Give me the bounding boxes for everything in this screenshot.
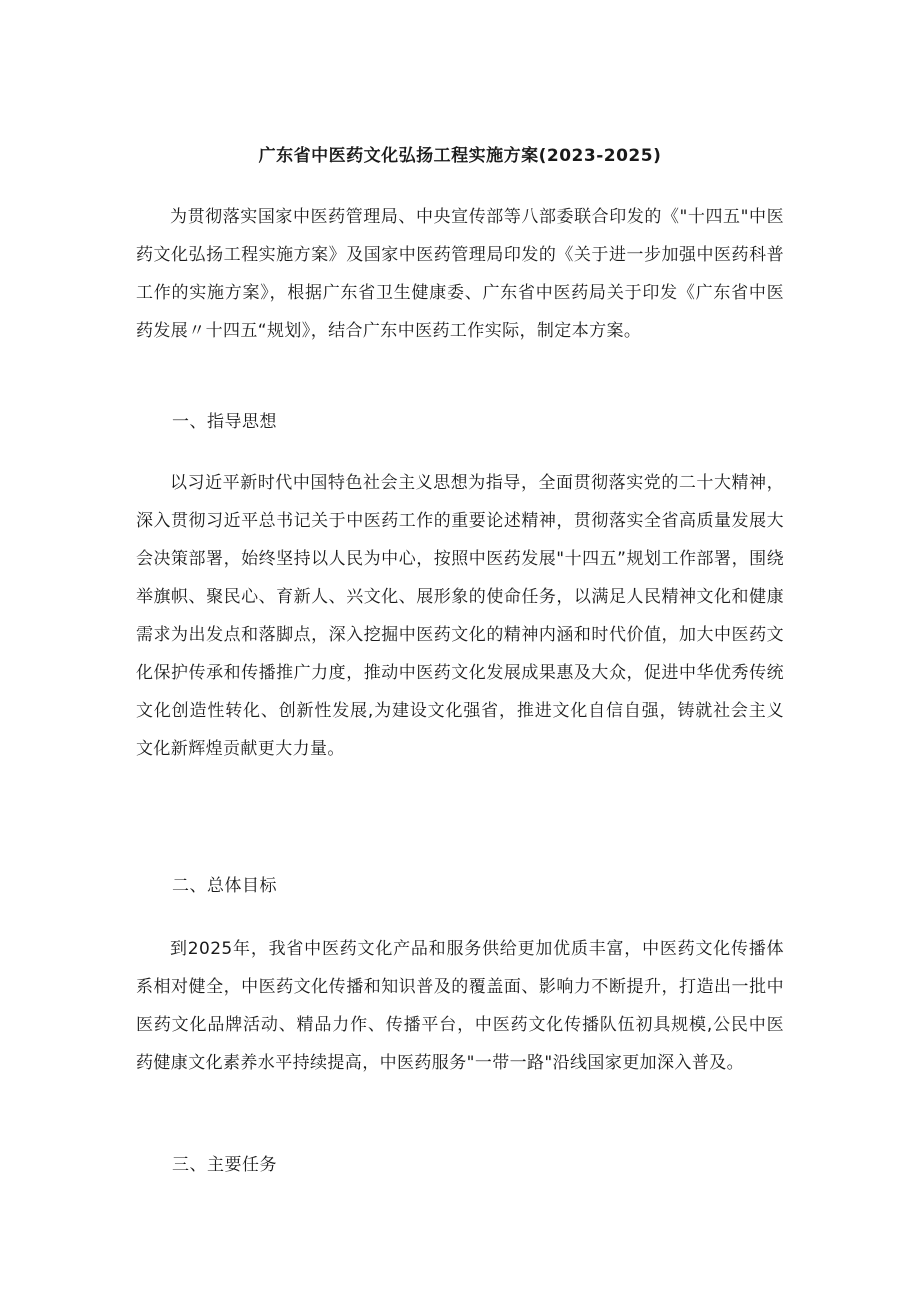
intro-paragraph: 为贯彻落实国家中医药管理局、中央宣传部等八部委联合印发的《"十四五"中医药文化弘扬工程实施方案》及国家中医药管理局印发的《关于进一步加强中医药科普工作的实施方案》，根据广东省卫生健康委、广东省中医药局关于印发《广东省中医药发展〃十四五“规划》，结合广东中医药工作实际，制定本方案。 [136,207,784,341]
section-heading-overall-goals: 二、总体目标 [172,876,277,896]
document-title: 广东省中医药文化弘扬工程实施方案(2023-2025) [258,146,662,166]
section-body-guiding-ideology: 以习近平新时代中国特色社会主义思想为指导，全面贯彻落实党的二十大精神，深入贯彻习近平总书记关于中医药工作的重要论述精神，贯彻落实全省高质量发展大会决策部署，始终坚持以人民为中心，按照中医药发展"十四五”规划工作部署，围绕举旗帜、聚民心、育新人、兴文化、展形象的使命任务，以满足人民精神文化和健康需求为出发点和落脚点，深入挖掘中医药文化的精神内涵和时代价值，加大中医药文化保护传承和传播推广力度，推动中医药文化发展成果惠及大众，促进中华优秀传统文化创造性转化、创新性发展,为建设文化强省，推进文化自信自强，铸就社会主义文化新辉煌贡献更大力量。 [136,473,784,759]
section-heading-guiding-ideology: 一、指导思想 [172,412,277,432]
section-heading-main-tasks: 三、主要任务 [172,1155,277,1175]
section-body-overall-goals: 到2025年，我省中医药文化产品和服务供给更加优质丰富，中医药文化传播体系相对健全，中医药文化传播和知识普及的覆盖面、影响力不断提升，打造出一批中医药文化品牌活动、精品力作、传播平台，中医药文化传播队伍初具规模,公民中医药健康文化素养水平持续提高，中医药服务"一带一路"沿线国家更加深入普及。 [136,939,784,1073]
